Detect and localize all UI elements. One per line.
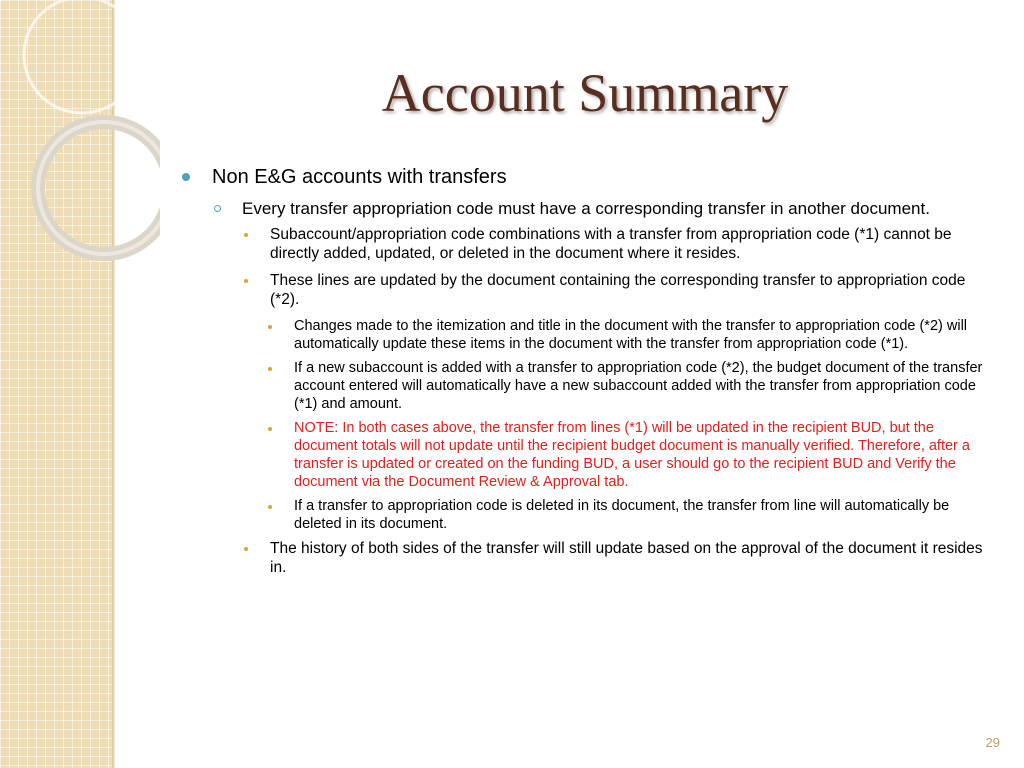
hollow-circle-bullet-icon (214, 205, 221, 212)
bullet-text: If a new subaccount is added with a transfer to appropriation code (*2), the budget document of the transfer account entered will automatically have a new subaccount added with the transfer from appropriation code (*1) and amount. (294, 360, 983, 412)
bullet-text: Every transfer appropriation code must have a corresponding transfer in another document. (242, 199, 930, 218)
dot-bullet-icon (244, 279, 248, 283)
bullet-level3 (242, 225, 994, 263)
dot-bullet-icon (244, 233, 248, 237)
note-text: NOTE: In both cases above, the transfer from lines (*1) will be updated in the recipient BUD, but the document totals will not update until the recipient budget document is manually verified. Therefore, after a transfer is updated or created on the funding BUD, a user should go to the recipient BUD and Verify the document via the Document Review & Approval tab. (294, 420, 970, 490)
bullet-level4 (266, 359, 994, 413)
filled-circle-bullet-icon (182, 173, 190, 181)
page-number: 29 (985, 735, 1000, 750)
dot-bullet-icon (268, 325, 272, 329)
bullet-level4-note (266, 419, 994, 491)
dot-bullet-icon (244, 547, 248, 551)
bullet-level3 (242, 539, 994, 577)
bullet-level4 (266, 497, 994, 533)
bullet-text: Non E&G accounts with transfers (212, 166, 507, 188)
slide-title: Account Summary (381, 63, 789, 123)
bullet-level1 (182, 164, 994, 190)
bullet-text: These lines are updated by the document containing the corresponding transfer to appropriation code (*2). (270, 272, 966, 308)
dot-bullet-icon (268, 427, 272, 431)
bullet-text: Changes made to the itemization and title in the document with the transfer to appropriation code (*2) will automatically update these items in the document with the transfer from appropriation code (*1). (294, 318, 968, 352)
bullet-level2 (214, 199, 994, 219)
dot-bullet-icon (268, 367, 272, 371)
bullet-level4 (266, 317, 994, 353)
bullet-level3 (242, 271, 994, 309)
bullet-text: Subaccount/appropriation code combinations with a transfer from appropriation code (*1) cannot be directly added, updated, or deleted in the document where it resides. (270, 226, 952, 262)
bullet-list (182, 164, 994, 585)
bullet-text: The history of both sides of the transfer will still update based on the approval of the document it resides in. (270, 540, 983, 576)
bullet-text: If a transfer to appropriation code is deleted in its document, the transfer from line will automatically be deleted in its document. (294, 498, 950, 532)
dot-bullet-icon (268, 505, 272, 509)
decorative-circles-graphic (0, 0, 160, 320)
